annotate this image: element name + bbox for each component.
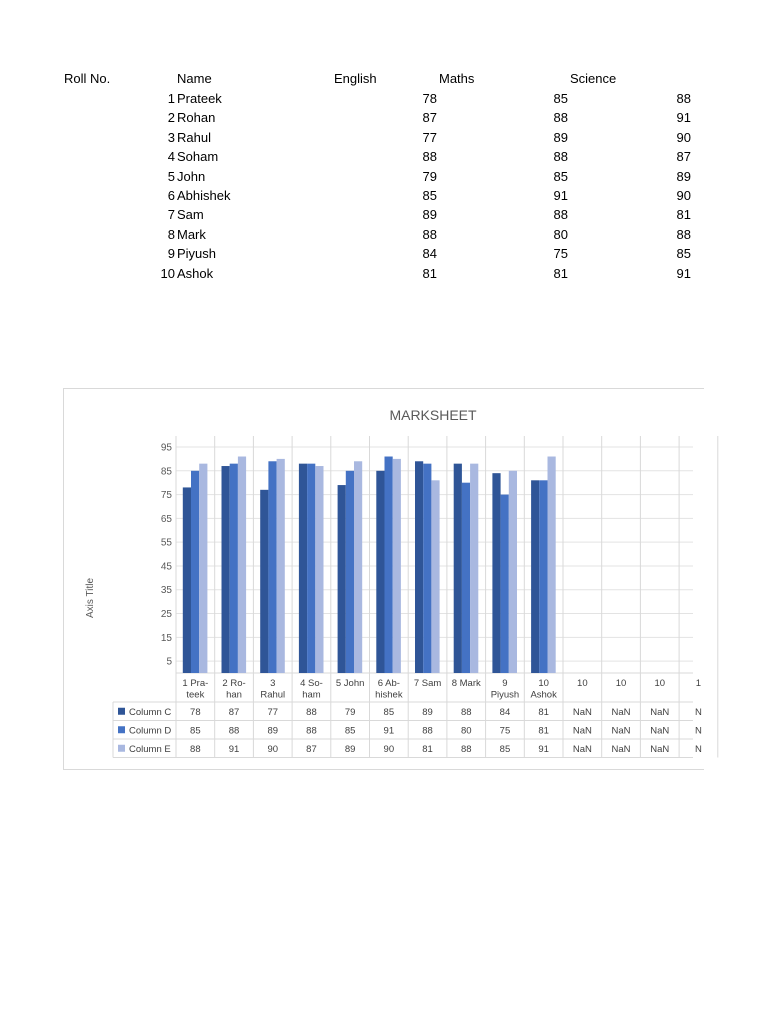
- data-label: 78: [190, 706, 201, 718]
- row-english: 78: [422, 91, 437, 106]
- row-maths: 75: [553, 246, 568, 262]
- bar: [509, 471, 517, 673]
- data-label: 84: [499, 706, 511, 718]
- row-science: 88: [676, 91, 691, 106]
- data-label: NaN: [611, 725, 631, 737]
- row-maths: 85: [553, 168, 568, 184]
- x-tick-label: 10: [538, 678, 549, 689]
- row-maths: 89: [553, 129, 568, 145]
- bar: [260, 490, 268, 673]
- data-label: N: [695, 725, 702, 737]
- legend-label: Column D: [129, 725, 172, 737]
- x-tick-label: 7 Sam: [413, 678, 442, 689]
- row-maths: 81: [553, 265, 568, 281]
- data-label: 75: [499, 725, 511, 737]
- bar: [393, 459, 401, 673]
- row-roll-no: 10: [160, 265, 175, 281]
- data-label: 88: [422, 725, 433, 737]
- data-label: NaN: [650, 706, 670, 718]
- bar: [299, 464, 307, 673]
- bar: [539, 480, 547, 673]
- y-tick-label: 45: [160, 561, 172, 573]
- bar: [470, 464, 478, 673]
- y-tick-labels: [161, 443, 173, 668]
- row-science: 81: [676, 207, 691, 223]
- row-science: 85: [676, 246, 691, 262]
- row-maths: 85: [553, 91, 568, 106]
- bar: [501, 495, 509, 673]
- data-label: 80: [460, 725, 472, 737]
- data-label: 91: [538, 743, 549, 755]
- data-label: 88: [228, 725, 240, 737]
- bar: [431, 480, 439, 673]
- bar: [338, 485, 346, 673]
- data-label: 88: [460, 706, 472, 718]
- data-label: 87: [306, 743, 317, 755]
- row-name: Rahul: [177, 129, 211, 145]
- data-label: 89: [344, 743, 356, 755]
- legend-label: Column E: [129, 743, 171, 755]
- x-tick-label: 10: [615, 678, 627, 689]
- x-tick-label: 10: [577, 678, 588, 689]
- y-tick-label: 35: [160, 585, 172, 597]
- y-tick-label: 65: [160, 513, 172, 525]
- bar: [423, 464, 431, 673]
- data-label: 81: [538, 725, 549, 737]
- legend-key: [118, 745, 125, 752]
- x-tick-label: 10: [654, 678, 666, 689]
- x-tick-label: Rahul: [260, 689, 286, 701]
- header-maths: Maths: [439, 71, 475, 86]
- legend-label: Column C: [129, 706, 172, 718]
- data-label: N: [695, 706, 702, 718]
- bar: [191, 471, 199, 673]
- data-label: 85: [383, 706, 395, 718]
- x-tick-label: teek: [186, 689, 205, 701]
- row-english: 81: [422, 265, 437, 281]
- row-roll-no: 4: [167, 149, 175, 165]
- row-science: 89: [676, 168, 691, 184]
- row-science: 87: [676, 149, 691, 165]
- row-science: 90: [676, 188, 691, 203]
- data-sheet: [0, 0, 768, 300]
- header-english: English: [334, 71, 377, 86]
- data-label: 89: [267, 725, 279, 737]
- row-roll-no: 2: [167, 110, 175, 126]
- x-tick-label: 8 Mark: [451, 678, 481, 689]
- data-label: 90: [267, 743, 279, 755]
- row-english: 88: [422, 226, 437, 242]
- bar: [315, 466, 323, 673]
- row-english: 79: [422, 168, 437, 184]
- header-name: Name: [177, 71, 212, 86]
- row-maths: 91: [553, 188, 568, 203]
- x-tick-label: han: [226, 689, 242, 701]
- y-tick-label: 25: [160, 609, 172, 621]
- header-science: Science: [570, 71, 617, 86]
- y-tick-label: 55: [160, 537, 172, 549]
- row-roll-no: 7: [167, 207, 175, 223]
- y-axis-title: Axis Title: [85, 577, 96, 619]
- row-name: Soham: [177, 149, 219, 165]
- row-english: 77: [422, 129, 437, 145]
- chart-title: MARKSHEET: [389, 407, 477, 423]
- bar: [238, 457, 246, 673]
- row-name: Prateek: [177, 91, 222, 106]
- bar: [415, 461, 423, 673]
- data-label: 77: [267, 706, 279, 718]
- row-maths: 88: [553, 110, 568, 126]
- row-roll-no: 3: [167, 129, 175, 145]
- x-tick-label: 1: [695, 678, 702, 689]
- row-name: Sam: [177, 207, 204, 223]
- legend-key: [118, 726, 125, 733]
- row-english: 88: [422, 149, 437, 165]
- row-roll-no: 5: [167, 168, 175, 184]
- data-label: NaN: [572, 706, 592, 718]
- bar: [354, 461, 362, 673]
- row-name: Rohan: [177, 110, 216, 126]
- bar: [199, 464, 207, 673]
- row-roll-no: 8: [167, 226, 175, 242]
- x-tick-label: 9: [502, 678, 508, 689]
- bar: [222, 466, 230, 673]
- data-label: 88: [306, 725, 317, 737]
- data-label: 88: [306, 706, 317, 718]
- row-roll-no: 1: [167, 91, 175, 106]
- data-table: [113, 702, 702, 758]
- data-label: NaN: [650, 725, 670, 737]
- bar: [183, 487, 191, 673]
- row-maths: 88: [553, 149, 568, 165]
- data-label: NaN: [572, 743, 592, 755]
- row-science: 90: [676, 129, 691, 145]
- data-label: NaN: [572, 725, 592, 737]
- row-name: John: [177, 168, 206, 184]
- legend-key: [118, 708, 125, 715]
- x-tick-label: ham: [302, 689, 321, 701]
- row-english: 85: [422, 188, 437, 203]
- x-tick-label: 5 John: [335, 678, 365, 689]
- bar: [268, 461, 276, 673]
- data-label: N: [695, 743, 702, 755]
- row-english: 84: [422, 246, 437, 262]
- row-english: 89: [422, 207, 437, 223]
- bar: [346, 471, 354, 673]
- x-tick-label: 1 Pra-: [182, 678, 209, 689]
- y-tick-label: 5: [166, 656, 172, 668]
- x-tick-label: Ashok: [530, 689, 557, 701]
- bar: [385, 457, 393, 673]
- row-maths: 80: [553, 226, 568, 242]
- bar: [307, 464, 315, 673]
- bar: [548, 457, 556, 673]
- data-label: 91: [228, 743, 240, 755]
- x-tick-label: 4 So-: [300, 678, 323, 689]
- data-label: 87: [228, 706, 240, 718]
- data-label: 81: [538, 706, 549, 718]
- data-label: NaN: [611, 743, 631, 755]
- bar: [230, 464, 238, 673]
- x-tick-label: Piyush: [490, 689, 520, 701]
- y-tick-label: 15: [160, 632, 172, 644]
- row-name: Ashok: [177, 265, 214, 281]
- data-label: 79: [344, 706, 356, 718]
- data-label: 88: [460, 743, 472, 755]
- bar: [454, 464, 462, 673]
- row-science: 88: [676, 226, 691, 242]
- marksheet-chart: [63, 388, 702, 770]
- row-name: Piyush: [177, 246, 217, 262]
- x-tick-label: hishek: [375, 689, 403, 701]
- row-name: Abhishek: [177, 188, 231, 203]
- data-label: 89: [422, 706, 433, 718]
- x-tick-labels: [182, 678, 701, 701]
- row-maths: 88: [553, 207, 568, 223]
- y-tick-label: 85: [160, 466, 172, 478]
- header-roll-no: Roll No.: [64, 71, 111, 86]
- data-label: NaN: [611, 706, 631, 718]
- bar: [277, 459, 285, 673]
- y-tick-label: 95: [160, 442, 172, 454]
- x-tick-label: 2 Ro-: [222, 678, 246, 689]
- row-name: Mark: [177, 226, 206, 242]
- data-label: NaN: [650, 743, 670, 755]
- row-roll-no: 6: [167, 188, 175, 203]
- row-science: 91: [676, 110, 691, 126]
- data-label: 85: [190, 725, 201, 737]
- data-label: 88: [190, 743, 201, 755]
- data-label: 85: [344, 725, 356, 737]
- row-science: 91: [676, 265, 691, 281]
- chart-area: [63, 388, 702, 770]
- row-english: 87: [422, 110, 437, 126]
- bar: [462, 483, 470, 673]
- data-label: 81: [422, 743, 433, 755]
- x-tick-label: 6 Ab-: [377, 678, 400, 689]
- bar: [531, 480, 539, 673]
- grid: [176, 436, 718, 758]
- bar: [492, 473, 500, 673]
- data-label: 91: [383, 725, 395, 737]
- data-label: 90: [383, 743, 395, 755]
- data-label: 85: [499, 743, 511, 755]
- x-tick-label: 3: [270, 678, 276, 689]
- row-roll-no: 9: [167, 246, 175, 262]
- bar: [376, 471, 384, 673]
- y-tick-label: 75: [160, 490, 172, 502]
